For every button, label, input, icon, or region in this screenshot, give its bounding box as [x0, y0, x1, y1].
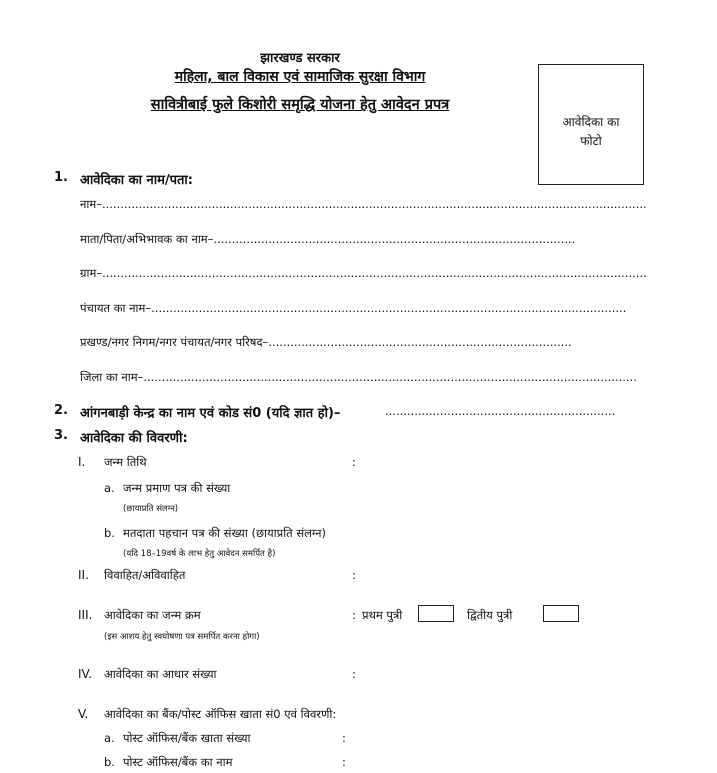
first-daughter-label: प्रथम पुत्री	[362, 608, 403, 622]
panchayat-field[interactable]: पंचायत का नाम–..................................................................................................................................	[80, 301, 627, 315]
second-daughter-checkbox[interactable]	[543, 605, 579, 622]
first-daughter-checkbox[interactable]	[418, 605, 454, 622]
section2-number: 2.	[54, 403, 68, 418]
birth-certificate-label: जन्म प्रमाण पत्र की संख्या	[123, 481, 231, 495]
government-heading: झारखण्ड सरकार	[260, 51, 340, 66]
village-field[interactable]: ग्राम–.....................................................................................................................................................	[80, 266, 647, 280]
account-number-colon[interactable]: :	[342, 731, 346, 745]
marital-status-colon[interactable]: :	[352, 568, 356, 582]
dob-colon[interactable]: :	[352, 455, 356, 469]
marital-status-label: विवाहित/अविवाहित	[104, 568, 186, 582]
aadhaar-label: आवेदिका का आधार संख्या	[104, 667, 217, 681]
second-daughter-label: द्वितीय पुत्री	[467, 608, 513, 622]
aadhaar-colon[interactable]: :	[352, 667, 356, 681]
anganwadi-field[interactable]: ...............................................................	[385, 404, 616, 418]
item2-number: II.	[78, 568, 89, 582]
dob-label: जन्म तिथि	[104, 455, 147, 469]
item3-number: III.	[78, 608, 93, 622]
section1-title: आवेदिका का नाम/पता:	[80, 173, 194, 188]
account-number-label: पोस्ट ऑफिस/बैंक खाता संख्या	[123, 731, 251, 745]
section3-number: 3.	[54, 428, 68, 443]
voter-id-note: (यदि 18–19वर्ष के लाभ हेतु आवेदन समर्पित है)	[123, 549, 276, 559]
photo-box-label-line1: आवेदिका का	[562, 115, 620, 129]
district-field[interactable]: जिला का नाम–.......................................................................................................................................	[80, 370, 637, 384]
name-field[interactable]: नाम–.....................................................................................................................................................	[80, 197, 647, 211]
photo-box[interactable]	[538, 64, 644, 185]
voter-id-label: मतदाता पहचान पत्र की संख्या (छायाप्रति संलग्न)	[123, 526, 327, 540]
block-field[interactable]: प्रखण्ड/नगर निगम/नगर पंचायत/नगर परिषद–...................................................................................	[80, 335, 572, 349]
birth-order-colon: :	[352, 608, 356, 622]
item5b-number: b.	[104, 755, 115, 769]
birth-certificate-note: (छायाप्रति संलग्न)	[123, 504, 179, 514]
guardian-name-field[interactable]: माता/पिता/अभिभावक का नाम–...................................................................................................	[80, 232, 576, 246]
birth-order-label: आवेदिका का जन्म क्रम	[104, 608, 201, 622]
item4-number: IV.	[78, 667, 93, 681]
section3-title: आवेदिका की विवरणी:	[80, 431, 188, 446]
department-heading: महिला, बाल विकास एवं सामाजिक सुरक्षा विभाग	[174, 69, 426, 85]
section1-number: 1.	[54, 170, 68, 185]
birth-order-note: (इस आशय हेतु स्वघोषणा पत्र समर्पित करना होगा)	[104, 632, 260, 642]
bank-details-label: आवेदिका का बैंक/पोस्ट ऑफिस खाता सं0 एवं विवरणी:	[104, 707, 337, 721]
section2-title: आंगनबाड़ी केन्द्र का नाम एवं कोड सं0 (यदि ज्ञात हो)–	[80, 406, 341, 421]
item5-number: V.	[78, 707, 89, 721]
item1-number: I.	[78, 455, 86, 469]
item1a-number: a.	[104, 481, 115, 495]
form-title: सावित्रीबाई फुले किशोरी समृद्धि योजना हेतु आवेदन प्रपत्र	[150, 97, 450, 113]
photo-box-label-line2: फोटो	[580, 134, 602, 148]
item1b-number: b.	[104, 526, 115, 540]
bank-name-label: पोस्ट ऑफिस/बैंक का नाम	[123, 755, 233, 769]
item5a-number: a.	[104, 731, 115, 745]
bank-name-colon[interactable]: :	[342, 755, 346, 769]
